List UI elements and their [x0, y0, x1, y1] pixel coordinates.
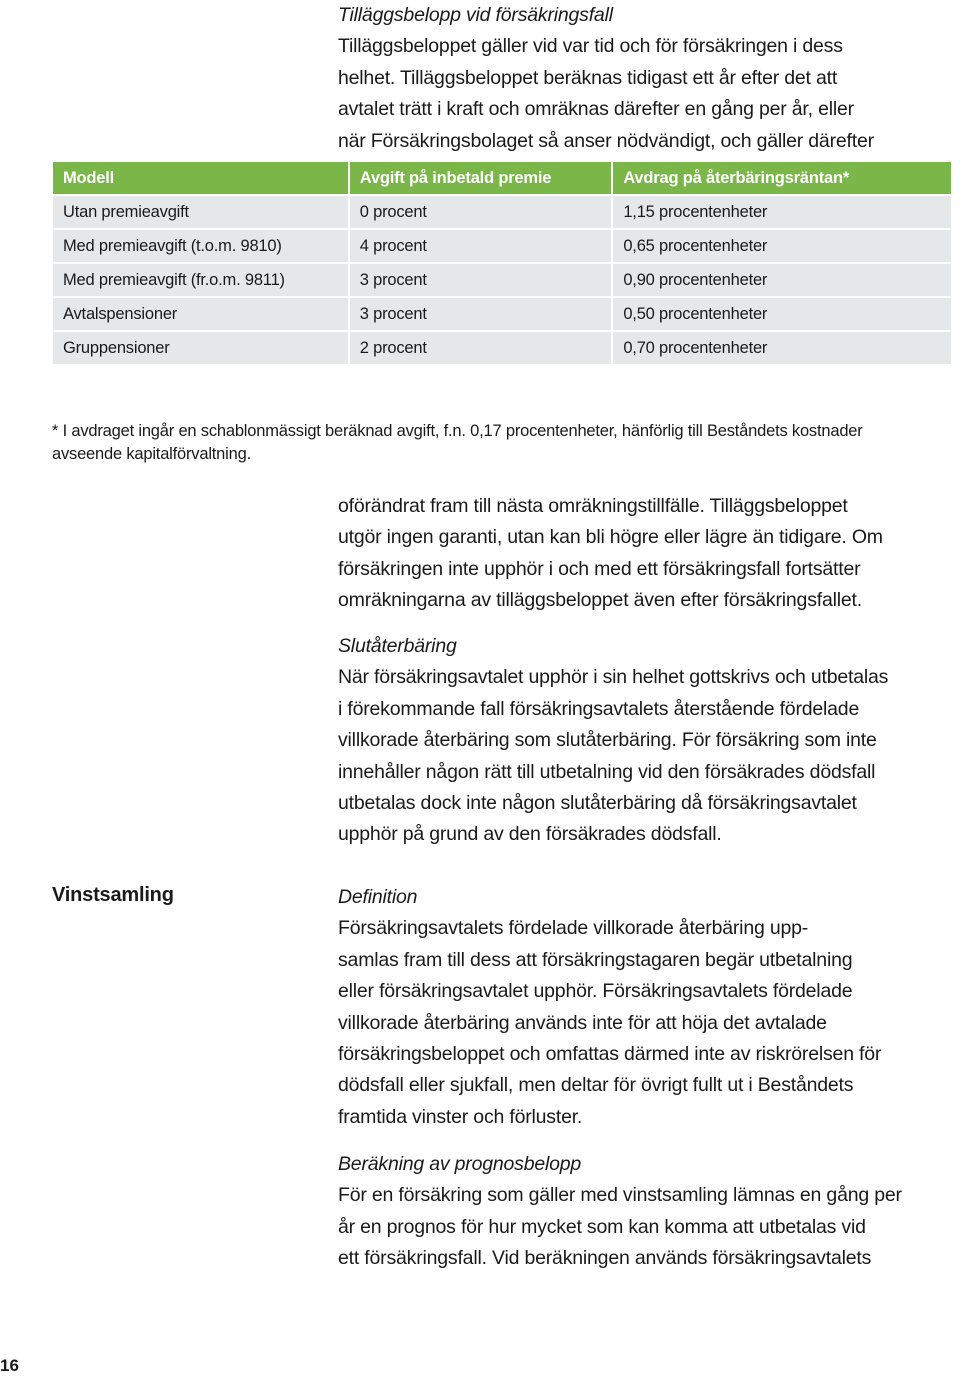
- table-header-row: [53, 162, 951, 194]
- cell-avdrag: 0,90 procentenheter: [613, 264, 951, 296]
- prognos-line: För en försäkring som gäller med vinstsamling lämnas en gång per: [338, 1184, 902, 1207]
- cell-avdrag: 1,15 procentenheter: [613, 196, 951, 228]
- table-row: [53, 264, 951, 296]
- slutaterbaring-line: innehåller någon rätt till utbetalning vid den försäkrades dödsfall: [338, 760, 876, 783]
- slutaterbaring-line: i förekommande fall försäkringsavtalets återstående fördelade: [338, 697, 860, 720]
- cell-avdrag: 0,70 procentenheter: [613, 332, 951, 364]
- slutaterbaring-heading: Slutåterbäring: [338, 635, 457, 657]
- footnote-line: * I avdraget ingår en schablonmässigt beräknad avgift, f.n. 0,17 procentenheter, hänförlig till Beståndets kostnader: [52, 422, 863, 440]
- definition-section: [338, 882, 938, 1133]
- intro-line: avtalet trätt i kraft och omräknas därefter en gång per år, eller: [338, 98, 854, 121]
- definition-line: försäkringsbeloppet och omfattas därmed inte av riskrörelsen för: [338, 1043, 882, 1066]
- table-row: [53, 230, 951, 262]
- continuation-line: försäkringen inte upphör i och med ett försäkringsfall fortsätter: [338, 557, 861, 580]
- intro-line: helhet. Tilläggsbeloppet beräknas tidigast ett år efter det att: [338, 66, 838, 89]
- cell-modell: Avtalspensioner: [53, 298, 348, 330]
- header-modell: Modell: [53, 162, 348, 194]
- definition-line: Försäkringsavtalets fördelade villkorade återbäring upp-: [338, 917, 809, 940]
- header-avgift: Avgift på inbetald premie: [350, 162, 612, 194]
- cell-avgift: 0 procent: [350, 196, 612, 228]
- definition-line: samlas fram till dess att försäkringstagaren begär utbetalning: [338, 948, 853, 971]
- definition-line: eller försäkringsavtalet upphör. Försäkringsavtalets fördelade: [338, 980, 853, 1003]
- intro-section: [338, 0, 938, 157]
- prognos-heading: Beräkning av prognosbelopp: [338, 1153, 582, 1175]
- prognos-line: ett försäkringsfall. Vid beräkningen används försäkringsavtalets: [338, 1247, 872, 1270]
- cell-modell: Utan premieavgift: [53, 196, 348, 228]
- cell-modell: Med premieavgift (t.o.m. 9810): [53, 230, 348, 262]
- prognos-section: [338, 1149, 938, 1275]
- cell-avdrag: 0,65 procentenheter: [613, 230, 951, 262]
- side-heading-vinstsamling: Vinstsamling: [52, 884, 174, 906]
- continuation-line: utgör ingen garanti, utan kan bli högre eller lägre än tidigare. Om: [338, 526, 883, 549]
- slutaterbaring-line: upphör på grund av den försäkrades dödsfall.: [338, 823, 722, 846]
- continuation-section: [338, 491, 938, 617]
- cell-avgift: 2 procent: [350, 332, 612, 364]
- intro-line: Tilläggsbeloppet gäller vid var tid och för försäkringen i dess: [338, 35, 843, 58]
- cell-avgift: 3 procent: [350, 264, 612, 296]
- definition-line: villkorade återbäring används inte för att höja det avtalade: [338, 1011, 827, 1034]
- continuation-line: oförändrat fram till nästa omräkningstillfälle. Tilläggsbeloppet: [338, 495, 848, 517]
- table-row: [53, 196, 951, 228]
- table-row: [53, 332, 951, 364]
- continuation-line: omräkningarna av tilläggsbeloppet även efter försäkringsfallet.: [338, 589, 862, 612]
- table-footnote: [52, 420, 942, 465]
- intro-line: när Försäkringsbolaget så anser nödvändigt, och gäller därefter: [338, 129, 874, 152]
- cell-modell: Gruppensioner: [53, 332, 348, 364]
- intro-heading: Tilläggsbelopp vid försäkringsfall: [338, 4, 613, 26]
- table-row: [53, 298, 951, 330]
- cell-modell: Med premieavgift (fr.o.m. 9811): [53, 264, 348, 296]
- slutaterbaring-line: När försäkringsavtalet upphör i sin helhet gottskrivs och utbetalas: [338, 666, 889, 689]
- slutaterbaring-line: utbetalas dock inte någon slutåterbäring då försäkringsavtalet: [338, 792, 857, 815]
- definition-heading: Definition: [338, 886, 418, 908]
- cell-avdrag: 0,50 procentenheter: [613, 298, 951, 330]
- prognos-line: år en prognos för hur mycket som kan komma att utbetalas vid: [338, 1215, 866, 1238]
- header-avdrag: Avdrag på återbäringsräntan*: [613, 162, 951, 194]
- definition-line: framtida vinster och förluster.: [338, 1105, 583, 1128]
- footnote-line: avseende kapitalförvaltning.: [52, 444, 251, 463]
- definition-line: dödsfall eller sjukfall, men deltar för övrigt fullt ut i Beståndets: [338, 1074, 854, 1097]
- fee-table: [51, 160, 953, 366]
- cell-avgift: 3 procent: [350, 298, 612, 330]
- slutaterbaring-line: villkorade återbäring som slutåterbäring. För försäkring som inte: [338, 729, 877, 752]
- slutaterbaring-section: [338, 631, 938, 851]
- page-number: 16: [0, 1356, 19, 1375]
- cell-avgift: 4 procent: [350, 230, 612, 262]
